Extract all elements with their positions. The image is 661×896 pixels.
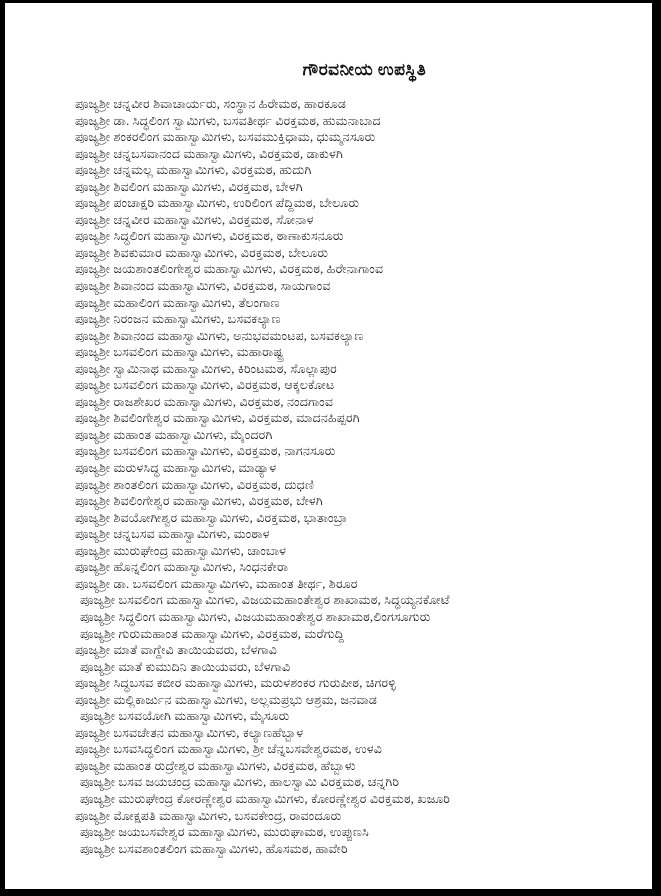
list-item: ಪೂಜ್ಯಶ್ರೀ ಶಂಕರಲಿಂಗ ಮಹಾಸ್ವಾಮಿಗಳು, ಬಸವಮುಕ್ತಿಧಾಮ, ಧುಮ್ಮನಸೂರು bbox=[75, 130, 376, 145]
list-item: ಪೂಜ್ಯಶ್ರೀ ಡಾ. ಸಿದ್ಧಲಿಂಗ ಸ್ವಾಮಿಗಳು, ಬಸವತೀರ್ಥ ವಿರಕ್ತಮಠ, ಹುಮನಾಬಾದ bbox=[75, 113, 381, 128]
list-item: ಪೂಜ್ಯಶ್ರೀ ಶಿವಕುಮಾರ ಮಹಾಸ್ವಾಮಿಗಳು, ವಿರಕ್ತಮಠ, ಬೇಲೂರು bbox=[75, 245, 329, 260]
list-item: ಪೂಜ್ಯಶ್ರೀ ಶಾಂತಲಿಂಗ ಮಹಾಸ್ವಾಮಿಗಳು, ವಿರಕ್ತಮಠ, ದುಧಣಿ bbox=[75, 477, 314, 492]
list-item: ಪೂಜ್ಯಶ್ರೀ ಬಸವಲಿಂಗ ಮಹಾಸ್ವಾಮಿಗಳು, ಮಹಾರಾಷ್ಟ್ರ bbox=[75, 345, 284, 360]
list-item: ಪೂಜ್ಯಶ್ರೀ ಬಸವಲಿಂಗ ಮಹಾಸ್ವಾಮಿಗಳು, ವಿರಕ್ತಮಠ, ನಾಗನಸೂರು bbox=[75, 444, 336, 459]
list-item: ಪೂಜ್ಯಶ್ರೀ ಚನ್ನವೀರ ಮಹಾಸ್ವಾಮಿಗಳು, ವಿರಕ್ತಮಠ, ಸೋನಾಳ bbox=[75, 212, 314, 227]
list-item: ಪೂಜ್ಯಶ್ರೀ ಬಸವಲಿಂಗ ಮಹಾಸ್ವಾಮಿಗಳು, ವಿರಕ್ತಮಠ, ಆಕ್ಕಲಕೋಟ bbox=[75, 378, 335, 393]
page-content bbox=[5, 3, 652, 857]
list-item: ಪೂಜ್ಯಶ್ರೀ ಬಸವಚೇತನ ಮಹಾಸ್ವಾಮಿಗಳು, ಕಲ್ಯಾಣಹೆಬ್ಬಾಳ bbox=[75, 725, 304, 740]
list-item: ಪೂಜ್ಯಶ್ರೀ ಪಂಚಾಕ್ಷರಿ ಮಹಾಸ್ವಾಮಿಗಳು, ಉರಿಲಿಂಗ ಪೆದ್ದಿಮಠ, ಬೇಲೂರು bbox=[75, 196, 360, 211]
list-item: ಪೂಜ್ಯಶ್ರೀ ಗುರುಮಹಾಂತ ಮಹಾಸ್ವಾಮಿಗಳು, ವಿರಕ್ತಮಠ, ಮರೆಗುದ್ದಿ bbox=[80, 626, 345, 641]
list-item: ಪೂಜ್ಯಶ್ರೀ ಮುರುಘೇಂದ್ರ ಕೋರಣ್ಣೇಶ್ವರ ಮಹಾಸ್ವಾಮಿಗಳು, ಕೋರಣ್ಣೇಶ್ವರ ವಿರಕ್ತಮಠ, ಖಜೂರಿ bbox=[80, 791, 451, 806]
list-item: ಪೂಜ್ಯಶ್ರೀ ಶಿವಲಿಂಗೇಶ್ವರ ಮಹಾಸ್ವಾಮಿಗಳು, ವಿರಕ್ತಮಠ, ಬೇಳಗಿ bbox=[75, 494, 323, 509]
list-item: ಪೂಜ್ಯಶ್ರೀ ಮಲ್ಲಿಕಾರ್ಜುನ ಮಹಾಸ್ವಾಮಿಗಳು, ಅಲ್ಲಮಪ್ರಭು ಆಶ್ರಮ, ಜನವಾಡ bbox=[75, 692, 378, 707]
list-item: ಪೂಜ್ಯಶ್ರೀ ನಿರಂಜನ ಮಹಾಸ್ವಾಮಿಗಳು, ಬಸವಕಲ್ಯಾಣ bbox=[75, 312, 281, 327]
list-item: ಪೂಜ್ಯಶ್ರೀ ರಾಜಶೇಖರ ಮಹಾಸ್ವಾಮಿಗಳು, ವಿರಕ್ತಮಠ, ನಂದಗಾಂವ bbox=[75, 394, 334, 409]
list-item: ಪೂಜ್ಯಶ್ರೀ ಚನ್ನಬಸವಾನಂದ ಮಹಾಸ್ವಾಮಿಗಳು, ವಿರಕ್ತಮಠ, ಡಾಕುಳಗಿ bbox=[75, 146, 344, 161]
list-item: ಪೂಜ್ಯಶ್ರೀ ಬಸವಲಿಂಗ ಮಹಾಸ್ವಾಮಿಗಳು, ವಿಜಯಮಹಾಂತೇಶ್ವರ ಶಾಖಾಮಠ, ಸಿದ್ಧಯ್ಯನಕೋಟೆ bbox=[80, 593, 450, 608]
list-item: ಪೂಜ್ಯಶ್ರೀ ಚನ್ನಬಸವ ಮಹಾಸ್ವಾಮಿಗಳು, ಮಂಠಾಳ bbox=[75, 527, 270, 542]
list-item: ಪೂಜ್ಯಶ್ರೀ ಸಿದ್ಧಬಸವ ಕಬೀರ ಮಹಾಸ್ವಾಮಿಗಳು, ಮರುಳಶಂಕರ ಗುರುಪೀಠ, ಚಿಗರಳ್ಳಿ bbox=[75, 676, 397, 691]
list-item: ಪೂಜ್ಯಶ್ರೀ ಬಸವಸಿದ್ಧಲಿಂಗ ಮಹಾಸ್ವಾಮಿಗಳು, ಶ್ರೀ ಚೆನ್ನಬಸವೇಶ್ವರಮಠ, ಉಳವಿ bbox=[75, 742, 383, 757]
list-item: ಪೂಜ್ಯಶ್ರೀ ಜಯಬಸವೇಶ್ವರ ಮಹಾಸ್ವಾಮಿಗಳು, ಮುರುಘಾಮಠ, ಉಪ್ಪುಣಸಿ bbox=[80, 825, 369, 840]
list-item: ಪೂಜ್ಯಶ್ರೀ ಜಯಶಾಂತಲಿಂಗೇಶ್ವರ ಮಹಾಸ್ವಾಮಿಗಳು, ವಿರಕ್ತಮಠ, ಹಿರೇನಾಗಾಂವ bbox=[75, 262, 384, 277]
list-item: ಪೂಜ್ಯಶ್ರೀ ಮಹಾಲಿಂಗ ಮಹಾಸ್ವಾಮಿಗಳು, ತೆಲಂಗಾಣ bbox=[75, 295, 280, 310]
list-item: ಪೂಜ್ಯಶ್ರೀ ಮೋಕ್ಷಪತಿ ಮಹಾಸ್ವಾಮಿಗಳು, ಬಸವಕೇಂದ್ರ, ರಾವಂದೂರು bbox=[75, 808, 342, 823]
list-item: ಪೂಜ್ಯಶ್ರೀ ಸಿದ್ಧಲಿಂಗ ಮಹಾಸ್ವಾಮಿಗಳು, ವಿರಕ್ತಮಠ, ಠಾಣಾಕುಸನೂರು bbox=[75, 229, 344, 244]
list-item: ಪೂಜ್ಯಶ್ರೀ ಬಸವಯೋಗಿ ಮಹಾಸ್ವಾಮಿಗಳು, ಮೈಸೂರು bbox=[80, 709, 290, 724]
list-item: ಪೂಜ್ಯಶ್ರೀ ಶಿವಲಿಂಗೇಶ್ವರ ಮಹಾಸ್ವಾಮಿಗಳು, ವಿರಕ್ತಮಠ, ಮಾದನಹಿಪ್ಪರಗಿ bbox=[75, 411, 360, 426]
list-item: ಪೂಜ್ಯಶ್ರೀ ಶಿವಾನಂದ ಮಹಾಸ್ವಾಮಿಗಳು, ಅನುಭವಮಂಟಪ, ಬಸವಕಲ್ಯಾಣ bbox=[75, 328, 364, 343]
list-item: ಪೂಜ್ಯಶ್ರೀ ಮಾತೆ ಕುಮುದಿನಿ ತಾಯಿಯವರು, ಬೆಳಗಾವಿ bbox=[80, 659, 291, 674]
list-item: ಪೂಜ್ಯಶ್ರೀ ಶಿವಯೋಗೀಶ್ವರ ಮಹಾಸ್ವಾಮಿಗಳು, ವಿರಕ್ತಮಠ, ಭಾತಾಂಬ್ರಾ bbox=[75, 510, 348, 525]
list-item: ಪೂಜ್ಯಶ್ರೀ ಮಾತೆ ವಾಗ್ದೇವಿ ತಾಯಿಯವರು, ಬೆಳಗಾವಿ bbox=[75, 643, 278, 658]
list-item: ಪೂಜ್ಯಶ್ರೀ ಶಿವಾನಂದ ಮಹಾಸ್ವಾಮಿಗಳು, ವಿರಕ್ತಮಠ, ಸಾಯಗಾಂವ bbox=[75, 279, 331, 294]
list-item: ಪೂಜ್ಯಶ್ರೀ ಹೊನ್ನಲಿಂಗ ಮಹಾಸ್ವಾಮಿಗಳು, ಸಿಂಧನಕೇರಾ bbox=[75, 560, 289, 575]
list-item: ಪೂಜ್ಯಶ್ರೀ ಮುರುಘೇಂದ್ರ ಮಹಾಸ್ವಾಮಿಗಳು, ಚಾಂಬಾಳ bbox=[75, 543, 287, 558]
list-item: ಪೂಜ್ಯಶ್ರೀ ಚನ್ನಮಲ್ಲ ಮಹಾಸ್ವಾಮಿಗಳು, ವಿರಕ್ತಮಠ, ಹುದುಗಿ bbox=[75, 163, 312, 178]
list-item: ಪೂಜ್ಯಶ್ರೀ ಬಸವ ಜಯಚಂದ್ರ ಮಹಾಸ್ವಾಮಿಗಳು, ಹಾಲಸ್ವಾಮಿ ವಿರಕ್ತಮಠ, ಚನ್ನಗಿರಿ bbox=[80, 775, 400, 790]
list-item: ಪೂಜ್ಯಶ್ರೀ ಮಹಾಂತ ಮಹಾಸ್ವಾಮಿಗಳು, ಮೈಂದರಗಿ bbox=[75, 427, 273, 442]
list-item: ಪೂಜ್ಯಶ್ರೀ ಶಿವಲಿಂಗ ಮಹಾಸ್ವಾಮಿಗಳು, ವಿರಕ್ತಮಠ, ಬೇಳಗಿ bbox=[75, 179, 303, 194]
list-item: ಪೂಜ್ಯಶ್ರೀ ಡಾ. ಬಸವಲಿಂಗ ಮಹಾಸ್ವಾಮಿಗಳು, ಮಹಾಂತ ತೀರ್ಥ, ಶಿರೂರ bbox=[75, 576, 358, 591]
list-item: ಪೂಜ್ಯಶ್ರೀ ಮಹಾಂತ ರುದ್ರೇಶ್ವರ ಮಹಾಸ್ವಾಮಿಗಳು, ವಿರಕ್ತಮಠ, ಹೆಬ್ಬಾಳು bbox=[75, 758, 356, 773]
list-item: ಪೂಜ್ಯಶ್ರೀ ಸಿದ್ಧಲಿಂಗ ಮಹಾಸ್ವಾಮಿಗಳು, ವಿಜಯಮಹಾಂತೇಶ್ವರ ಶಾಖಾಮಠ,ಲಿಂಗಸೂಗುರು bbox=[80, 609, 431, 624]
list-item: ಪೂಜ್ಯಶ್ರೀ ಬಸವಶಾಂತಲಿಂಗ ಮಹಾಸ್ವಾಮಿಗಳು, ಹೊಸಮಠ, ಹಾವೇರಿ bbox=[80, 841, 348, 856]
attendee-list bbox=[5, 96, 652, 857]
list-item: ಪೂಜ್ಯಶ್ರೀ ಚನ್ನವೀರ ಶಿವಾಚಾರ್ಯರು, ಸಂಸ್ಥಾನ ಹಿರೇಮಠ, ಹಾರಕೂಡ bbox=[75, 97, 347, 111]
list-item: ಪೂಜ್ಯಶ್ರೀ ಮರುಳಸಿದ್ಧ ಮಹಾಸ್ವಾಮಿಗಳು, ಮಾಡ್ಯಾಳ bbox=[75, 461, 277, 476]
page-title: ಗೌರವನೀಯ ಉಪಸ್ಥಿತಿ bbox=[302, 60, 427, 79]
list-item: ಪೂಜ್ಯಶ್ರೀ ಸ್ವಾಮಿನಾಥ ಮಹಾಸ್ವಾಮಿಗಳು, ಕಿರಿಂಟಮಠ, ಸೊಲ್ಲಾಪುರ bbox=[75, 361, 337, 376]
